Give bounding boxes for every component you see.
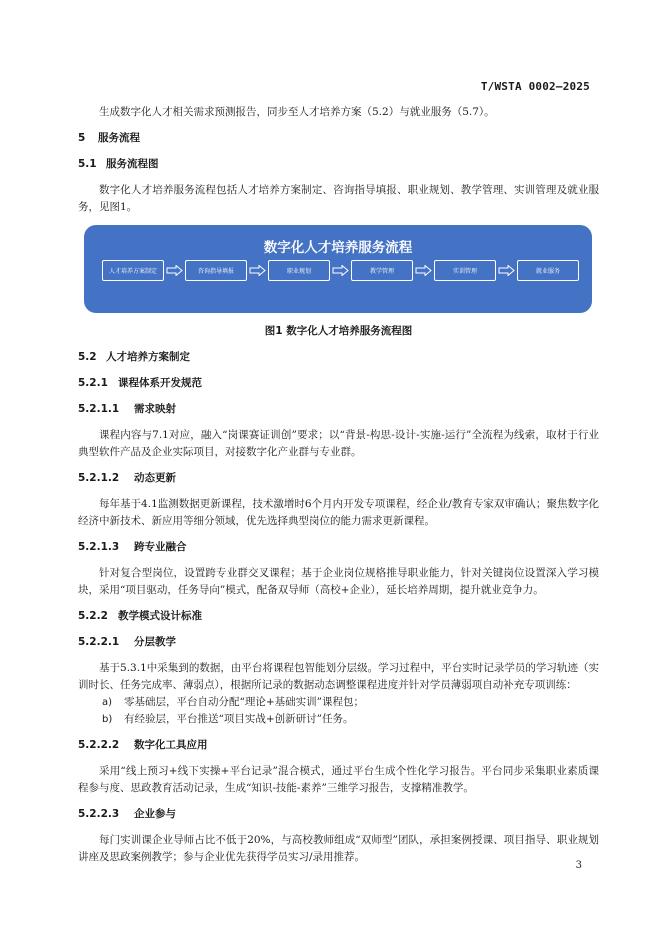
section-5-2-2-heading: [78, 608, 599, 625]
flowchart-title: 数字化人才培养服务流程: [263, 240, 413, 256]
section-5-2-heading: [78, 349, 599, 366]
flow-step-6: 就业服务: [517, 260, 579, 281]
section-5-2-1-2-heading: [78, 470, 599, 487]
list-marker: b): [102, 714, 113, 725]
list-item: [78, 711, 599, 728]
section-5-2-2-2-heading: [78, 737, 599, 754]
section-number: 5.2.2.1: [78, 636, 120, 648]
section-title: 需求映射: [134, 403, 176, 415]
section-5-2-2-3-paragraph: 每门实训课企业导师占比不低于20%，与高校教师组成“双师型”团队，承担案例授课、项目指导、职业规划讲座及思政案例教学；参与企业优先获得学员实习/录用推荐。: [78, 834, 599, 863]
flow-step-3: 职业规划: [268, 260, 330, 281]
section-title: 人才培养方案制定: [106, 351, 190, 363]
flow-step-5: 实训管理: [434, 260, 496, 281]
section-number: 5.2.2: [78, 610, 108, 622]
list-item: [78, 694, 599, 711]
section-number: 5.2: [78, 351, 97, 363]
section-number: 5.2.1.1: [78, 403, 120, 415]
flowchart-steps: [102, 260, 579, 281]
section-title: 动态更新: [134, 472, 176, 484]
right-arrow-icon: [330, 265, 351, 276]
section-number: 5.2.1.3: [78, 541, 120, 553]
flow-step-4: 教学管理: [351, 260, 413, 281]
section-5-2-2-2-paragraph: 采用“线上预习+线下实操+平台记录”混合模式，通过平台生成个性化学习报告。平台同步采集职业素质课程参与度、思政教育活动记录，生成“知识-技能-素养”三维学习报告，支撑精准教学。: [78, 765, 599, 794]
right-arrow-icon: [247, 265, 268, 276]
section-number: 5.1: [78, 158, 97, 170]
section-5-2-2-1-heading: [78, 634, 599, 651]
right-arrow-icon: [413, 265, 434, 276]
section-title: 服务流程图: [106, 158, 159, 170]
section-5-1-paragraph: 数字化人才培养服务流程包括人才培养方案制定、咨询指导填报、职业规划、教学管理、实训管理及就业服务，见图1。: [78, 184, 599, 213]
right-arrow-icon: [496, 265, 517, 276]
section-5-2-1-1-heading: [78, 401, 599, 418]
list-text: 有经验层，平台推送“项目实战+创新研讨”任务。: [124, 713, 354, 725]
section-number: 5: [78, 132, 86, 144]
section-5-2-1-3-heading: [78, 539, 599, 556]
section-number: 5.2.1.2: [78, 472, 120, 484]
section-title: 教学模式设计标准: [118, 610, 202, 622]
flow-step-1: 人才培养方案制定: [102, 260, 164, 281]
standard-code: T/WSTA 0002—2025: [480, 80, 590, 93]
flow-step-2: 咨询指导填报: [185, 260, 247, 281]
section-5-2-1-heading: [78, 375, 599, 392]
section-5-2-1-1-paragraph: 课程内容与7.1对应，融入“岗课赛证训创”要求；以“背景-构思-设计-实施-运行”全流程为线索，取材于行业典型软件产品及企业实际项目，对接数字化产业群与专业群。: [78, 429, 599, 458]
document-body: [78, 104, 599, 875]
section-5-2-2-1-paragraph: 基于5.3.1中采集到的数据，由平台将课程包智能划分层级。学习过程中，平台实时记录学员的学习轨迹（实训时长、任务完成率、薄弱点），根据所记录的数据动态调整课程进度并针对学员薄弱项自动补充专项训练：: [78, 662, 599, 691]
section-title: 跨专业融合: [134, 541, 187, 553]
section-5-2-1-3-paragraph: 针对复合型岗位，设置跨专业群交叉课程；基于企业岗位规格推导职业能力，针对关键岗位设置深入学习模块，采用“项目驱动，任务导向”模式，配备双导师（高校+企业），延长培养周期，提升就业竞争力。: [78, 567, 599, 596]
section-number: 5.2.2.2: [78, 739, 120, 751]
section-title: 分层教学: [134, 636, 176, 648]
section-number: 5.2.1: [78, 377, 108, 389]
section-5-heading: [78, 130, 599, 147]
page-number: 3: [575, 860, 582, 871]
list-text: 零基础层，平台自动分配“理论+基础实训”课程包；: [124, 696, 365, 708]
section-title: 企业参与: [134, 808, 176, 820]
section-5-1-heading: [78, 156, 599, 173]
service-flowchart: [84, 225, 592, 313]
section-5-2-2-3-heading: [78, 806, 599, 823]
section-title: 服务流程: [98, 132, 140, 144]
figure-caption: 图1 数字化人才培养服务流程图: [264, 325, 413, 337]
section-5-2-1-2-paragraph: 每年基于4.1监测数据更新课程，技术激增时6个月内开发专项课程，经企业/教育专家双审确认；聚焦数字化经济中新技术、新应用等细分领域，优先选择典型岗位的能力需求更新课程。: [78, 498, 599, 527]
section-number: 5.2.2.3: [78, 808, 120, 820]
list-marker: a): [102, 697, 113, 708]
section-title: 数字化工具应用: [134, 739, 208, 751]
section-title: 课程体系开发规范: [118, 377, 202, 389]
intro-paragraph: 生成数字化人才相关需求预测报告，同步至人才培养方案（5.2）与就业服务（5.7）。: [99, 106, 495, 118]
right-arrow-icon: [164, 265, 185, 276]
